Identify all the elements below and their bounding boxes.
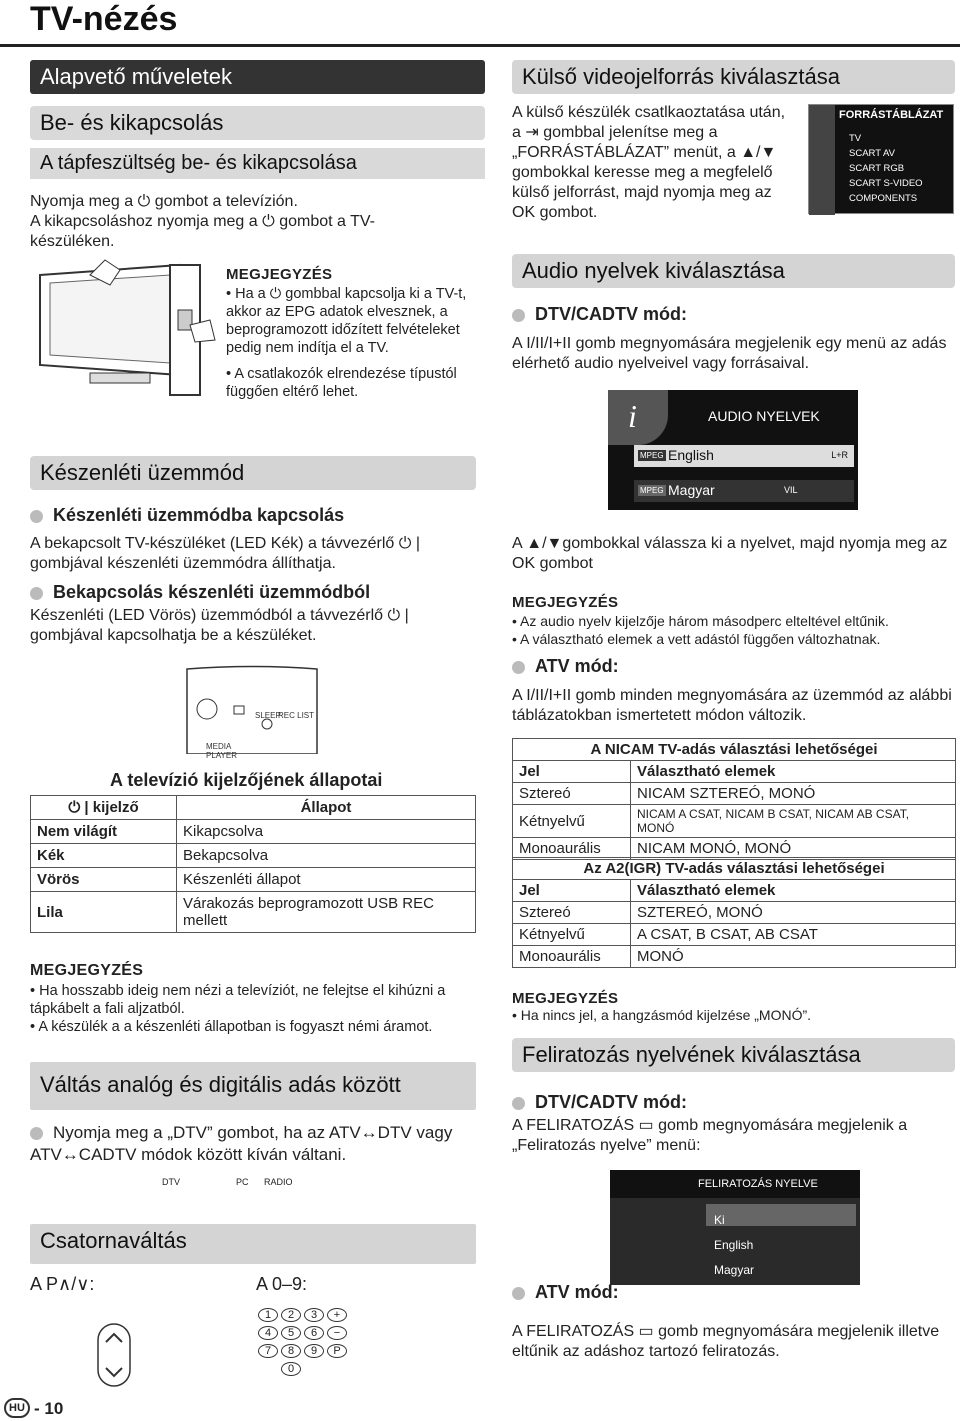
led-notes (30, 982, 476, 1036)
alap-text1: Nyomja meg a ⏻ gombot a televízión. (30, 193, 298, 210)
a2-table (512, 857, 956, 968)
audio-menu-row-2[interactable]: MPEG Magyar VIL (634, 480, 854, 502)
audio-menu-row-1[interactable]: MPEG English L+R (634, 445, 854, 467)
section-be-ki: Be- és kikapcsolás (30, 106, 485, 140)
key-6[interactable]: 6 (304, 1326, 324, 1340)
section-header-audio: Audio nyelvek kiválasztása (512, 254, 955, 288)
csatorna-left-label: A P∧/∨: (30, 1274, 95, 1294)
table-row: Monoaurális MONÓ (513, 946, 956, 968)
key-7[interactable]: 7 (258, 1344, 278, 1358)
page-title: TV-nézés (30, 0, 178, 38)
key-2[interactable]: 2 (281, 1308, 301, 1322)
info-icon (608, 390, 668, 445)
bullet-icon (30, 510, 43, 523)
a2-col1: Jel (513, 880, 631, 902)
led-col1: ⏻ | kijelző (31, 796, 177, 820)
felirat-dtv-text: A FELIRATOZÁS ▭ gomb megnyomására megjelenik a „Feliratozás nyelve” menü: (512, 1117, 908, 1154)
key-3[interactable]: 3 (304, 1308, 324, 1322)
forras-menu-title: FORRÁSTÁBLÁZAT (839, 109, 944, 121)
section-header-alap: Alapvető műveletek (30, 60, 485, 94)
a2-note-1: • Ha nincs jel, a hangzásmód kijelzése „MONÓ”. (512, 1006, 957, 1024)
felirat-menu-title: FELIRATOZÁS NYELVE (698, 1178, 818, 1190)
forras-item-scart-rgb[interactable]: SCART RGB (849, 163, 905, 174)
audio-atv-text: A I/II/I+II gomb minden megnyomására az üzemmód az alábbi táblázatokban ismertetett módon változik. (512, 687, 952, 724)
bullet-icon (512, 1287, 525, 1300)
nicam-col2: Választható elemek (631, 761, 956, 783)
forrastablazat-menu (808, 104, 954, 214)
felirat-item-magyar[interactable]: Magyar (714, 1263, 755, 1277)
forras-item-tv[interactable]: TV (849, 133, 862, 144)
numeric-keypad (258, 1308, 348, 1376)
alap-note-2: • A csatlakozók elrendezése típustól függően eltérő lehet. (226, 365, 476, 401)
key-8[interactable]: 8 (281, 1344, 301, 1358)
key-0[interactable]: 0 (281, 1362, 301, 1376)
a2-notes (512, 1006, 957, 1024)
audio-atv-title: ATV mód: (512, 656, 619, 677)
pc-button-label[interactable]: PC (236, 1177, 249, 1187)
table-row: Sztereó SZTEREÓ, MONÓ (513, 902, 956, 924)
table-row: Lila Várakozás beprogramozott USB REC mellett (31, 892, 476, 933)
table-row: Monoaurális NICAM MONÓ, MONÓ (513, 838, 956, 860)
key-p[interactable]: P (327, 1344, 347, 1358)
audio-note-title: MEGJEGYZÉS (512, 594, 619, 611)
key-9[interactable]: 9 (304, 1344, 324, 1358)
section-header-felirat: Feliratozás nyelvének kiválasztása (512, 1038, 955, 1072)
led-note-1: • Ha hosszabb ideig nem nézi a televíziót, ne felejtse el kihúzni a tápkábelt a fali aljzatból. (30, 982, 476, 1018)
section-header-keszenleti: Készenléti üzemmód (30, 456, 476, 490)
led-note-title: MEGJEGYZÉS (30, 962, 144, 979)
kulso-text: A külső készülék csatlkaoztatása után, a ⇥ gombbal jelenítse meg a „FORRÁSTÁBLÁZAT” menüt, a ▲/▼ gombokkal keresse meg a megfelelő külső jelforrást, majd nyomja meg az OK gombot. (512, 104, 786, 221)
keszenleti-b1-text: A bekapcsolt TV-készüléket (LED Kék) a távvezérlő ⏻ | gombjával készenléti üzemmódra állíthatja. (30, 535, 421, 572)
radio-button-label[interactable]: RADIO (264, 1177, 293, 1187)
sub-tapfesz: A tápfeszültség be- és kikapcsolása (30, 148, 485, 179)
valtas-text: Nyomja meg a „DTV” gombot, ha az ATV↔DTV vagy ATV↔CADTV módok között kíván váltani. (30, 1123, 453, 1164)
audio-dtv-text: A I/II/I+II gomb megnyomására megjelenik egy menü az adás elérhető audio nyelveivel vagy forrásaival. (512, 335, 947, 372)
title-rule (0, 44, 960, 47)
led-table-title: A televízió kijelzőjének állapotai (110, 770, 383, 790)
audio-menu-title: AUDIO NYELVEK (708, 408, 820, 424)
audio-notes (512, 612, 957, 648)
key-plus[interactable]: + (327, 1308, 347, 1322)
key-5[interactable]: 5 (281, 1326, 301, 1340)
section-header-kulso: Külső videojelforrás kiválasztása (512, 60, 955, 94)
alap-notes (226, 285, 476, 401)
alap-note-title: MEGJEGYZÉS (226, 266, 333, 283)
led-table (30, 795, 476, 933)
audio-dtv-title: DTV/CADTV mód: (512, 304, 687, 325)
table-row: Sztereó NICAM SZTEREÓ, MONÓ (513, 783, 956, 805)
forras-item-components[interactable]: COMPONENTS (849, 193, 918, 204)
felirat-menu (610, 1170, 860, 1285)
section-header-valtas: Váltás analóg és digitális adás között (30, 1062, 476, 1110)
audio-nyelvek-menu: i AUDIO NYELVEK MPEG English L+R MPEG Magyar VIL (608, 390, 858, 510)
bullet-icon (512, 661, 525, 674)
forras-item-scart-av[interactable]: SCART AV (849, 148, 895, 159)
felirat-item-ki[interactable]: Ki (714, 1213, 725, 1227)
page-number: - 10 (34, 1399, 64, 1418)
table-row: Vörös Készenléti állapot (31, 868, 476, 892)
key-minus[interactable]: − (327, 1326, 347, 1340)
a2-title: Az A2(IGR) TV-adás választási lehetőségei (513, 858, 956, 880)
remote-illustration (182, 664, 322, 754)
audio-note-1: • Az audio nyelv kijelzője három másodperc elteltével eltűnik. (512, 612, 957, 630)
felirat-dtv-title: DTV/CADTV mód: (512, 1092, 687, 1113)
table-row: Kék Bekapcsolva (31, 844, 476, 868)
key-4[interactable]: 4 (258, 1326, 278, 1340)
nicam-col1: Jel (513, 761, 631, 783)
felirat-atv-text: A FELIRATOZÁS ▭ gomb megnyomására megjelenik illetve eltűnik az adáshoz tartozó feliratozás. (512, 1323, 940, 1360)
tv-side-illustration (160, 260, 220, 400)
felirat-menu-items (714, 1208, 754, 1283)
dtv-button-label[interactable]: DTV (162, 1177, 180, 1187)
keszenleti-b2-text: Készenléti (LED Vörös) üzemmódból a távvezérlő ⏻ | gombjával kapcsolhatja be a készüléket. (30, 607, 409, 644)
audio-note-2: • A választható elemek a vett adástól függően változhatnak. (512, 630, 957, 648)
valtas-buttons (140, 1174, 300, 1200)
nicam-table (512, 738, 956, 860)
section-header-csatorna: Csatornaváltás (30, 1224, 476, 1264)
felirat-atv-title: ATV mód: (512, 1282, 619, 1303)
bullet-icon (512, 309, 525, 322)
csatorna-right-label: A 0–9: (256, 1274, 308, 1294)
a2-note-title: MEGJEGYZÉS (512, 990, 619, 1007)
remote-label-sleep: SLEEP (255, 711, 281, 720)
table-row: Kétnyelvű A CSAT, B CSAT, AB CSAT (513, 924, 956, 946)
forras-item-scart-svideo[interactable]: SCART S-VIDEO (849, 178, 923, 189)
bullet-icon (30, 1127, 43, 1140)
led-note-2: • A készülék a a készenléti állapotban is fogyaszt némi áramot. (30, 1018, 476, 1036)
nicam-title: A NICAM TV-adás választási lehetőségei (513, 739, 956, 761)
menu-side-strip (809, 105, 835, 215)
table-row: Kétnyelvű NICAM A CSAT, NICAM B CSAT, NICAM AB CSAT, MONÓ (513, 805, 956, 838)
keszenleti-b2-title: Bekapcsolás készenléti üzemmódból (30, 582, 370, 603)
bullet-icon (30, 587, 43, 600)
alap-note-1: • Ha a ⏻ gombbal kapcsolja ki a TV-t, akkor az EPG adatok elvesznek, a beprogramozott időzített felvételeket pedig nem indítja el a TV. (226, 285, 476, 357)
remote-label-reclist: REC LIST (278, 711, 315, 720)
key-1[interactable]: 1 (258, 1308, 278, 1322)
bullet-icon (512, 1097, 525, 1110)
alap-text2: A kikapcsoláshoz nyomja meg a ⏻ gombot a TV-készüléken. (30, 213, 375, 250)
language-badge: HU (4, 1398, 30, 1418)
forras-menu-items (849, 131, 923, 206)
keszenleti-b1-title: Készenléti üzemmódba kapcsolás (30, 505, 344, 526)
table-row: Nem világít Kikapcsolva (31, 820, 476, 844)
remote-label-mediaplayer: MEDIA PLAYER (206, 742, 237, 760)
felirat-item-english[interactable]: English (714, 1238, 754, 1252)
led-col2: Állapot (177, 796, 476, 820)
channel-updown-button[interactable] (96, 1322, 132, 1388)
a2-col2: Választható elemek (631, 880, 956, 902)
audio-select-text: A ▲/▼gombokkal válassza ki a nyelvet, majd nyomja meg az OK gombot (512, 535, 948, 572)
